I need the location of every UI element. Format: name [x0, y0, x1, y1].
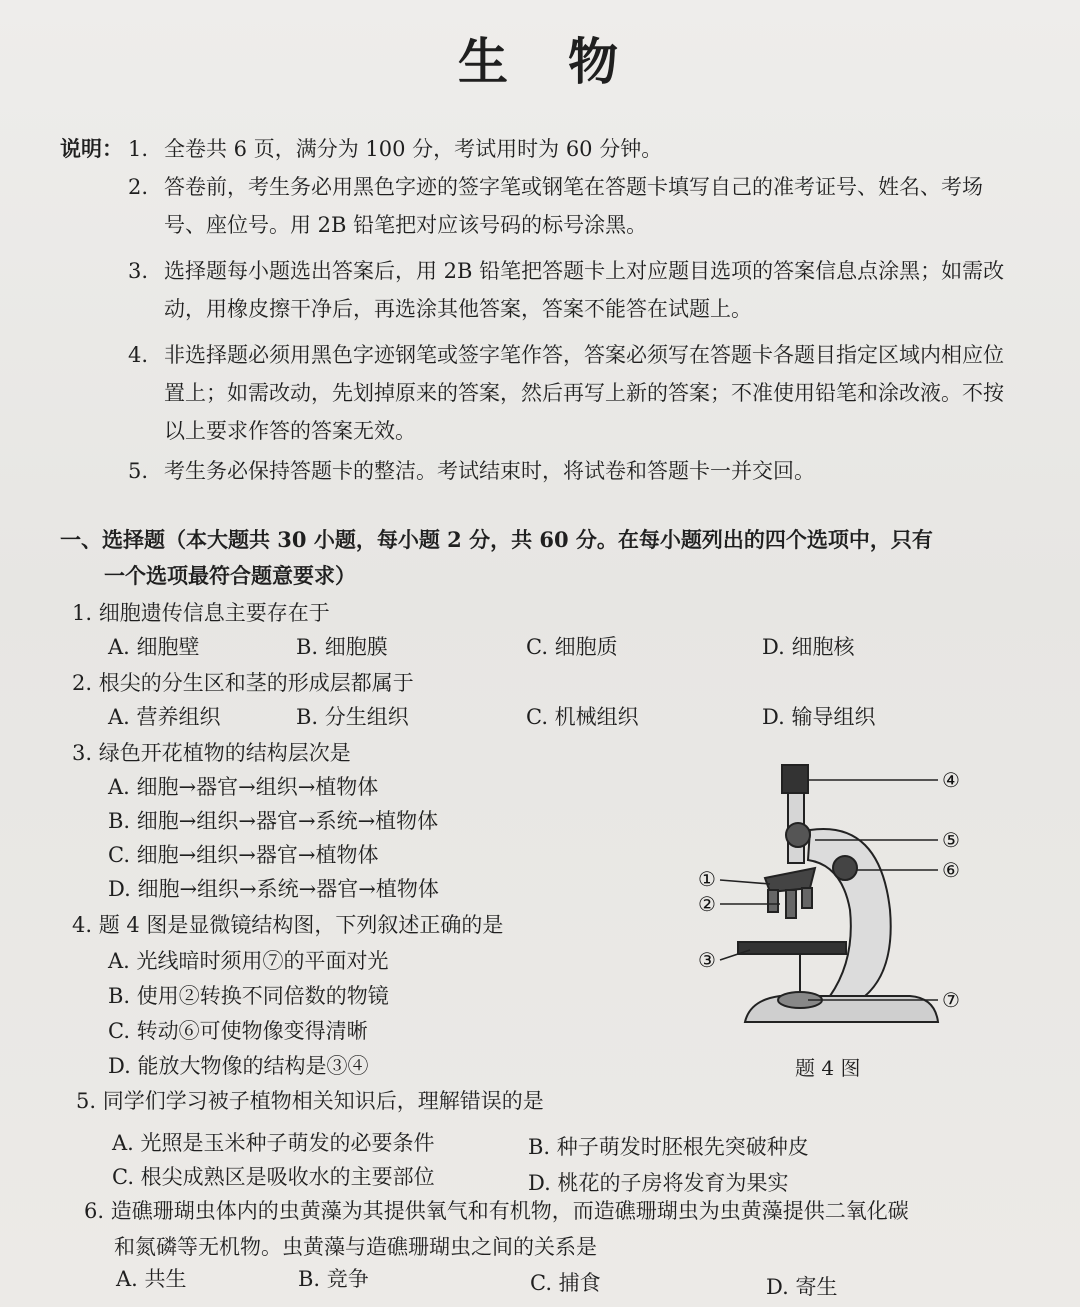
instruction-number: 1. [128, 137, 149, 161]
instruction-text: 考生务必保持答题卡的整洁。考试结束时，将试卷和答题卡一并交回。 [164, 459, 815, 483]
q4-option-a: A. 光线暗时须用⑦的平面对光 [108, 949, 389, 973]
figure-caption: 题 4 图 [795, 1056, 861, 1080]
label-2: ② [698, 892, 716, 916]
q3-option-a: A. 细胞→器官→组织→植物体 [108, 775, 379, 799]
q1-option-b: B. 细胞膜 [296, 635, 388, 659]
instruction-item [128, 168, 1018, 244]
instruction-number: 5. [128, 459, 149, 483]
instruction-text: 答卷前，考生务必用黑色字迹的签字笔或钢笔在答题卡填写自己的准考证号、姓名、考场号、座位号。用 2B 铅笔把对应该号码的标号涂黑。 [164, 175, 983, 237]
objective-lens [802, 888, 812, 908]
q5-option-d: D. 桃花的子房将发育为果实 [528, 1171, 789, 1195]
q2-option-c: C. 机械组织 [526, 705, 639, 729]
question-5-stem: 5. 同学们学习被子植物相关知识后，理解错误的是 [76, 1089, 544, 1113]
instruction-text: 非选择题必须用黑色字迹钢笔或签字笔作答，答案必须写在答题卡各题目指定区域内相应位置上；如需改动，先划掉原来的答案，然后再写上新的答案；不准使用铅笔和涂改液。不按以上要求作答的答案无效。 [164, 343, 1004, 443]
q4-option-d: D. 能放大物像的结构是③④ [108, 1054, 369, 1078]
label-3: ③ [698, 948, 716, 972]
eyepiece [782, 765, 808, 793]
stage [738, 942, 846, 954]
instruction-text: 选择题每小题选出答案后，用 2B 铅笔把答题卡上对应题目选项的答案信息点涂黑；如需改动，用橡皮擦干净后，再选涂其他答案，答案不能答在试题上。 [164, 259, 1005, 321]
microscope-figure [690, 760, 980, 1050]
section-heading-line: 一、选择题（本大题共 30 小题，每小题 2 分，共 60 分。在每小题列出的四个选项中，只有 [60, 527, 933, 552]
q1-option-a: A. 细胞壁 [108, 635, 200, 659]
q3-option-b: B. 细胞→组织→器官→系统→植物体 [108, 809, 439, 833]
q3-option-c: C. 细胞→组织→器官→植物体 [108, 843, 379, 867]
question-1-stem: 1. 细胞遗传信息主要存在于 [72, 601, 330, 625]
label-7: ⑦ [942, 988, 960, 1012]
q2-option-d: D. 输导组织 [762, 705, 876, 729]
question-2-stem: 2. 根尖的分生区和茎的形成层都属于 [72, 671, 414, 695]
q1-option-c: C. 细胞质 [526, 635, 618, 659]
q5-option-a: A. 光照是玉米种子萌发的必要条件 [112, 1131, 435, 1155]
instruction-item [128, 452, 1018, 490]
section-heading-line: 一个选项最符合题意要求） [104, 563, 356, 588]
q1-option-d: D. 细胞核 [762, 635, 855, 659]
page-title [0, 22, 1080, 94]
q2-option-a: A. 营养组织 [108, 705, 221, 729]
instruction-item [128, 252, 1018, 328]
microscope-arm [808, 829, 891, 996]
label-1: ① [698, 867, 716, 891]
label-4: ④ [942, 768, 960, 792]
q5-option-b: B. 种子萌发时胚根先突破种皮 [528, 1135, 809, 1159]
q3-option-d: D. 细胞→组织→系统→器官→植物体 [108, 877, 439, 901]
instructions-label: 说明： [60, 136, 123, 161]
q2-option-b: B. 分生组织 [296, 705, 409, 729]
q4-option-b: B. 使用②转换不同倍数的物镜 [108, 984, 389, 1008]
question-6-stem-line-1: 6. 造礁珊瑚虫体内的虫黄藻为其提供氧气和有机物，而造礁珊瑚虫为虫黄藻提供二氧化碳 [84, 1199, 909, 1223]
objective-lens [768, 890, 778, 912]
instruction-number: 3. [128, 259, 149, 283]
q6-option-a: A. 共生 [116, 1267, 187, 1291]
instruction-number: 2. [128, 175, 149, 199]
coarse-adjustment-knob [786, 823, 810, 847]
section-heading [60, 522, 1020, 594]
objective-lens [786, 890, 796, 918]
title-char-1: 生 [458, 32, 512, 91]
q6-option-c: C. 捕食 [530, 1271, 601, 1295]
instruction-number: 4. [128, 343, 149, 367]
q6-option-b: B. 竞争 [298, 1267, 369, 1291]
question-6-stem-line-2: 和氮磷等无机物。虫黄藻与造礁珊瑚虫之间的关系是 [114, 1235, 597, 1259]
question-4-stem: 4. 题 4 图是显微镜结构图，下列叙述正确的是 [72, 913, 504, 937]
q4-option-c: C. 转动⑥可使物像变得清晰 [108, 1019, 368, 1043]
instruction-item [128, 130, 1018, 168]
instruction-text: 全卷共 6 页，满分为 100 分，考试用时为 60 分钟。 [164, 137, 663, 161]
q6-option-d: D. 寄生 [766, 1275, 838, 1299]
instruction-item [128, 336, 1018, 450]
label-6: ⑥ [942, 858, 960, 882]
question-3-stem: 3. 绿色开花植物的结构层次是 [72, 741, 351, 765]
title-char-2: 物 [568, 32, 622, 91]
q5-option-c: C. 根尖成熟区是吸收水的主要部位 [112, 1165, 435, 1189]
fine-adjustment-knob [833, 856, 857, 880]
label-5: ⑤ [942, 828, 960, 852]
